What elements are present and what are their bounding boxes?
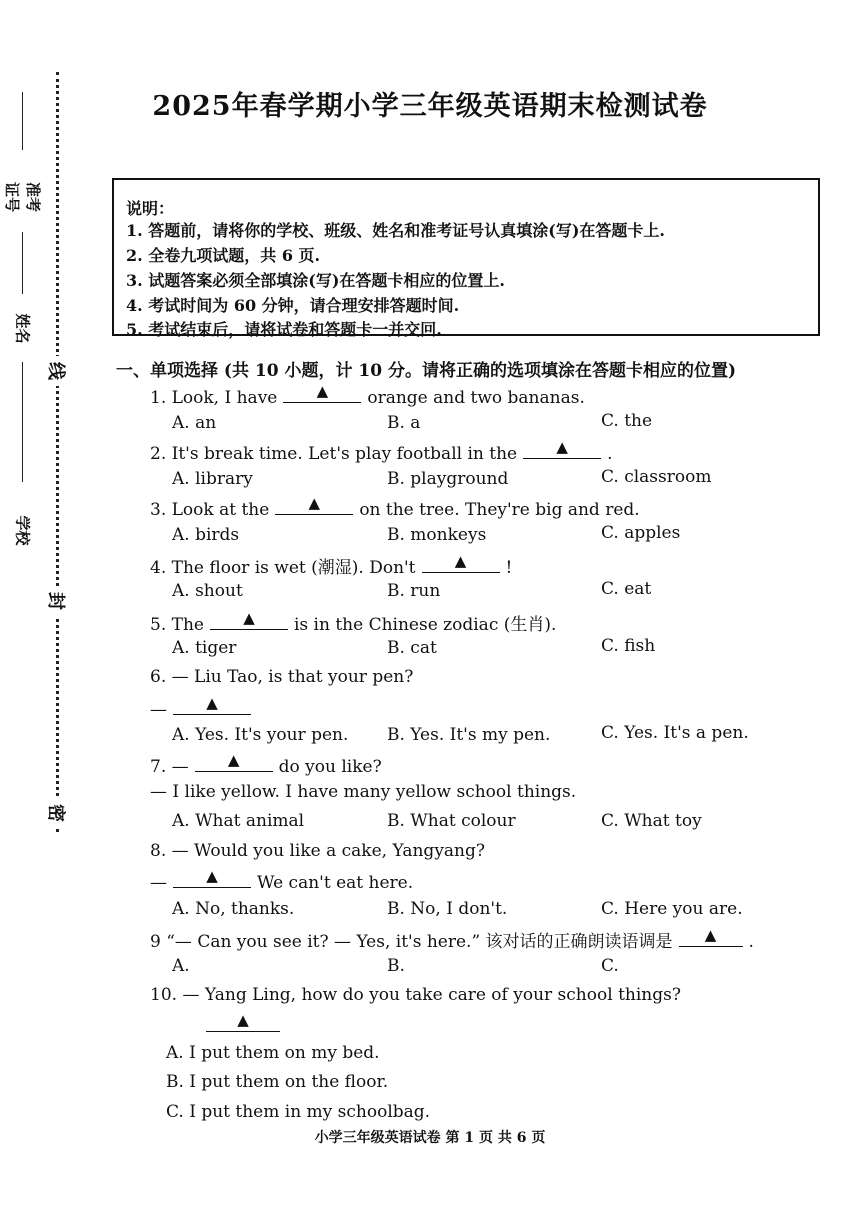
question-text: . <box>607 444 613 464</box>
dash: — <box>150 700 167 720</box>
blank-marker: ▲ <box>206 867 218 885</box>
page-title: 2025年春学期小学三年级英语期末检测试卷 <box>152 91 708 122</box>
question-6: 6. — Liu Tao, is that your pen? <box>150 667 414 687</box>
question-text: 5. The <box>150 615 204 635</box>
option-a[interactable]: A. I put them on my bed. <box>166 1043 380 1063</box>
question-7-line2: — I like yellow. I have many yellow school things. <box>150 782 577 802</box>
question-5 <box>150 610 556 635</box>
option-a[interactable]: A. shout <box>172 581 243 601</box>
option-b[interactable]: B. cat <box>387 638 437 658</box>
binding-word-seal: 封 <box>44 586 70 616</box>
blank-marker: ▲ <box>454 552 467 570</box>
option-c[interactable]: C. classroom <box>601 467 712 487</box>
dash: — <box>150 873 167 893</box>
blank-marker: ▲ <box>206 694 218 712</box>
question-10: 10. — Yang Ling, how do you take care of your school things? <box>150 985 681 1005</box>
option-b[interactable]: B. run <box>387 581 441 601</box>
question-3 <box>150 494 640 520</box>
question-text: We can't eat here. <box>257 873 414 893</box>
notice-item: 4. 考试时间为 60 分钟，请合理安排答题时间. <box>126 296 460 315</box>
question-text: . <box>748 932 754 952</box>
notice-heading: 说明： <box>126 199 175 218</box>
question-text: is in the Chinese zodiac (生肖). <box>293 615 557 635</box>
blank-marker: ▲ <box>308 494 321 512</box>
option-c[interactable]: C. apples <box>601 523 681 543</box>
blank-marker: ▲ <box>243 609 255 627</box>
answer-blank[interactable] <box>523 438 601 459</box>
question-1 <box>150 382 585 408</box>
field-label: 姓名 <box>13 313 32 344</box>
binding-dotted-line <box>56 72 59 832</box>
field-label: 学校 <box>13 515 32 546</box>
option-a[interactable]: A. What animal <box>172 811 305 831</box>
option-b[interactable]: B. <box>387 956 405 976</box>
blank-marker: ▲ <box>556 438 568 456</box>
answer-blank[interactable] <box>422 552 500 573</box>
option-a[interactable]: A. library <box>172 469 253 489</box>
option-c[interactable]: C. the <box>601 411 653 431</box>
option-c[interactable]: C. Here you are. <box>601 899 743 919</box>
question-2 <box>150 438 613 464</box>
answer-blank[interactable] <box>173 694 251 715</box>
question-text: 4. The floor is wet (潮湿). Don't <box>150 558 416 578</box>
option-a[interactable]: A. an <box>172 413 217 433</box>
notice-item: 1. 答题前，请将你的学校、班级、姓名和准考证号认真填涂(写)在答题卡上. <box>126 221 665 240</box>
blank-marker: ▲ <box>227 751 240 769</box>
answer-blank[interactable] <box>195 751 273 772</box>
option-b[interactable]: B. monkeys <box>387 525 487 545</box>
option-c[interactable]: C. fish <box>601 636 656 656</box>
answer-line <box>150 694 257 720</box>
blank-marker: ▲ <box>237 1011 249 1029</box>
option-c[interactable]: C. Yes. It's a pen. <box>601 723 749 743</box>
answer-line <box>150 867 414 893</box>
option-a[interactable]: A. Yes. It's your pen. <box>172 725 349 745</box>
question-9 <box>150 927 754 952</box>
notice-item: 5. 考试结束后，请将试卷和答题卡一并交回. <box>126 320 442 339</box>
option-a[interactable]: A. birds <box>172 525 240 545</box>
question-text: on the tree. They're big and red. <box>359 500 640 520</box>
page-footer: 小学三年级英语试卷 第 1 页 共 6 页 <box>314 1130 546 1146</box>
notice-item: 3. 试题答案必须全部填涂(写)在答题卡相应的位置上. <box>126 271 505 290</box>
question-text: 3. Look at the <box>150 500 270 520</box>
option-b[interactable]: B. What colour <box>387 811 516 831</box>
option-b[interactable]: B. I put them on the floor. <box>166 1072 389 1092</box>
question-8: 8. — Would you like a cake, Yangyang? <box>150 841 486 861</box>
option-b[interactable]: B. No, I don't. <box>387 899 508 919</box>
field-label: 准考证号 <box>3 182 42 213</box>
option-b[interactable]: B. a <box>387 413 421 433</box>
question-text: 1. Look, I have <box>150 388 278 408</box>
binding-word-line: 线 <box>44 356 70 386</box>
binding-word-secret: 密 <box>44 798 70 828</box>
answer-blank[interactable] <box>283 382 361 403</box>
answer-blank[interactable] <box>679 926 743 947</box>
option-a[interactable]: A. No, thanks. <box>172 899 295 919</box>
answer-blank[interactable] <box>206 1011 280 1032</box>
option-b[interactable]: B. Yes. It's my pen. <box>387 725 551 745</box>
notice-item: 2. 全卷九项试题，共 6 页. <box>126 246 321 265</box>
option-c[interactable]: C. What toy <box>601 811 702 831</box>
option-c[interactable]: C. <box>601 956 619 976</box>
answer-blank[interactable] <box>275 494 353 515</box>
option-b[interactable]: B. playground <box>387 469 509 489</box>
question-4 <box>150 553 512 578</box>
option-a[interactable]: A. tiger <box>172 638 237 658</box>
option-a[interactable]: A. <box>172 956 190 976</box>
question-text: 2. It's break time. Let's play football in the <box>150 444 518 464</box>
question-text: do you like? <box>278 757 382 777</box>
option-c[interactable]: C. eat <box>601 579 652 599</box>
answer-line <box>206 1011 280 1036</box>
blank-marker: ▲ <box>316 382 329 400</box>
question-text: 7. — <box>150 757 189 777</box>
blank-marker: ▲ <box>704 926 717 944</box>
question-7 <box>150 751 382 777</box>
question-text: ! <box>505 558 513 578</box>
question-text: orange and two bananas. <box>367 388 585 408</box>
option-c[interactable]: C. I put them in my schoolbag. <box>166 1102 431 1122</box>
answer-blank[interactable] <box>210 609 288 630</box>
answer-blank[interactable] <box>173 867 251 888</box>
question-text: 9 “— Can you see it? — Yes, it's here.” 该对话的正确朗读语调是 <box>150 932 673 952</box>
section-title: 一、单项选择 (共 10 小题，计 10 分。请将正确的选项填涂在答题卡相应的位置) <box>116 361 736 381</box>
